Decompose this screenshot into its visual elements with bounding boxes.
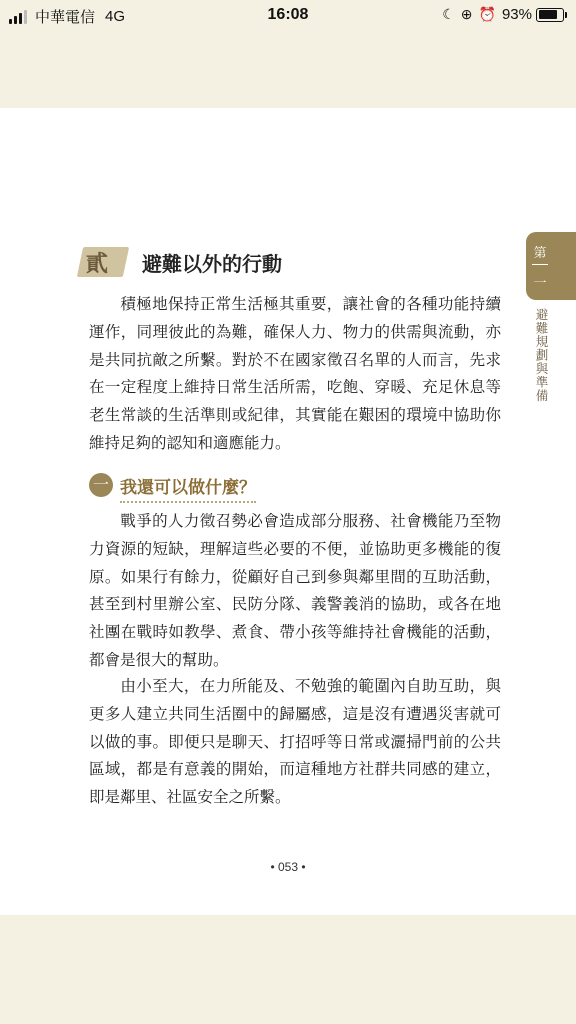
chapter-tab-line1: 第 (533, 246, 547, 261)
page-number: • 053 • (270, 860, 306, 874)
rotation-lock-icon: ⊕ (460, 6, 473, 22)
paragraph-3 (89, 673, 501, 812)
section-number-badge (77, 247, 129, 277)
chapter-subtitle: 避難規劃與準備 (534, 308, 549, 403)
network-type: 4G (105, 8, 126, 25)
section-number: 貳 (85, 251, 108, 277)
battery-percent: 93% (501, 6, 532, 23)
alarm-icon: ⏰ (478, 6, 496, 22)
subheading-badge: 一 (89, 473, 113, 497)
book-page[interactable] (0, 108, 576, 915)
section-heading (80, 243, 340, 283)
moon-icon: ☾ (442, 6, 455, 22)
subheading (89, 472, 289, 500)
chapter-tab[interactable] (526, 232, 576, 300)
carrier-name: 中華電信 (35, 8, 96, 26)
battery-icon (536, 8, 564, 22)
paragraph-3-text: 由小至大，在力所能及、不勉強的範圍內自助互助，與更多人建立共同生活圈中的歸屬感，這是沒有遭遇災害就可以做的事。即便只是聊天、打招呼等日常或灑掃門前的公共區域，都是有意義的開始，而這種地方社群共同感的建立，即是鄰里、社區安全之所繫。 (89, 677, 501, 807)
status-bar (0, 0, 576, 32)
status-right (442, 6, 564, 23)
chapter-tab-line2: 一 (533, 276, 547, 291)
clock: 16:08 (267, 6, 309, 23)
paragraph-2-text: 戰爭的人力徵召勢必會造成部分服務、社會機能乃至物力資源的短缺，理解這些必要的不便，並協助更多機能的復原。如果行有餘力，從顧好自己到參與鄰里間的互助活動，甚至到村里辦公室、民防分隊、義警義消的協助，或各在地社團在戰時如教學、煮食、帶小孩等維持社會機能的活動，都會是很大的幫助。 (89, 512, 501, 669)
chapter-tab-divider (532, 264, 548, 265)
paragraph-2 (89, 508, 501, 675)
subheading-title: 我還可以做什麼？ (120, 473, 256, 503)
paragraph-1 (89, 291, 501, 458)
paragraph-1-text: 積極地保持正常生活極其重要，讓社會的各種功能持續運作，同理彼此的為難，確保人力、物力的供需與流動，亦是共同抗敵之所繫。對於不在國家徵召名單的人而言，先求在一定程度上維持日常生活所需，吃飽、穿暖、充足休息等老生常談的生活準則或紀律，其實能在艱困的環境中協助你維持足夠的認知和適應能力。 (89, 295, 501, 452)
section-title: 避難以外的行動 (142, 252, 282, 276)
